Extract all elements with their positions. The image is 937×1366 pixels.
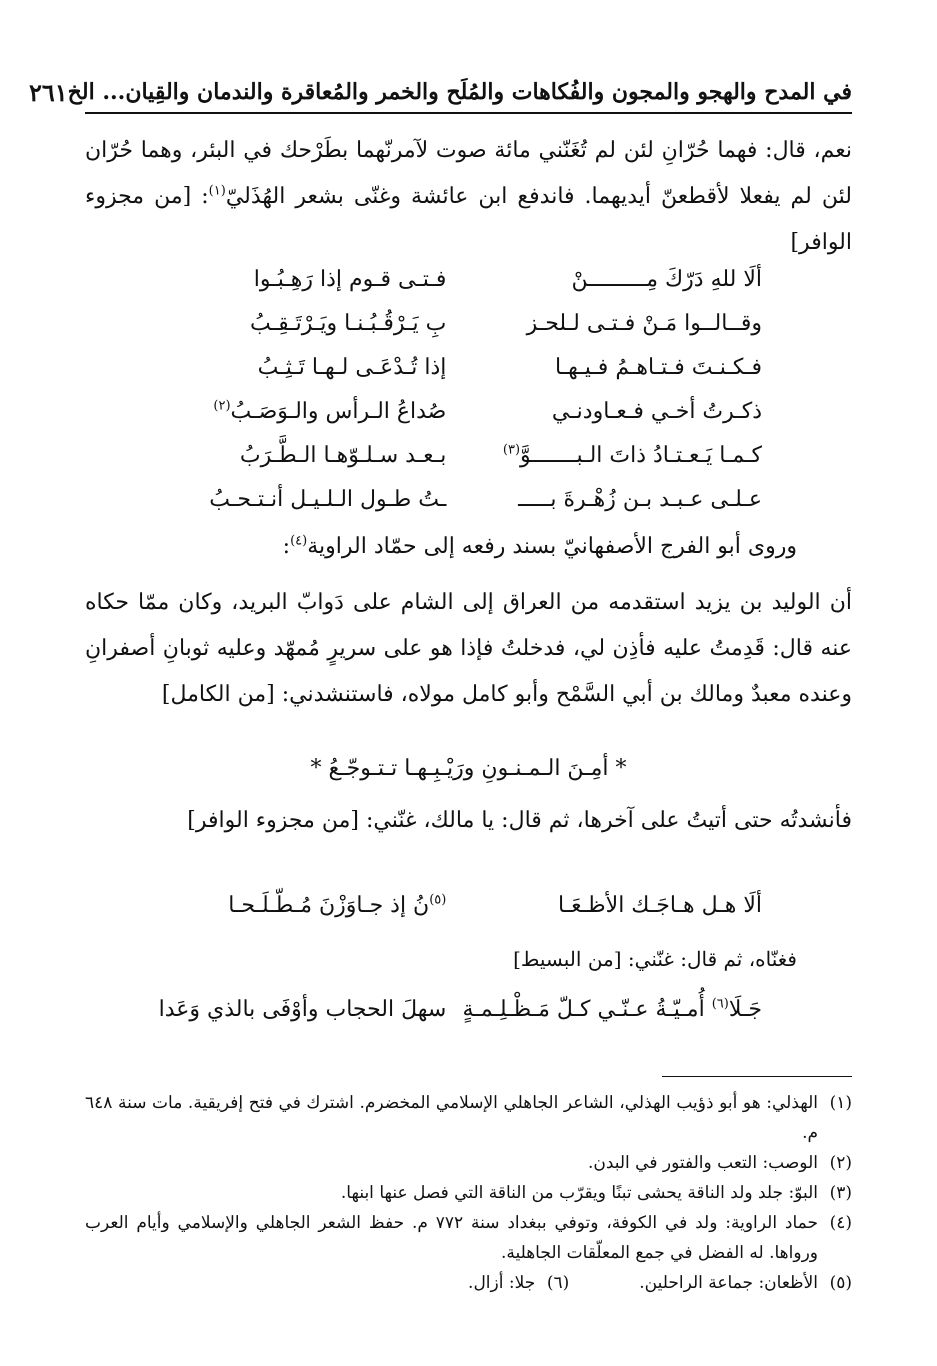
hemistich-first: عـلـى عـبـد بـن زُهْـرةَ بـــــ: [518, 487, 762, 512]
poem-1-verse: [155, 478, 762, 522]
footnote: [85, 1178, 852, 1208]
footnote-number: (١): [829, 1093, 852, 1113]
hemistich-first-text: جَـلَا: [728, 997, 762, 1022]
footnote-ref-4: (٤): [290, 533, 308, 549]
hemistich-second: [155, 390, 446, 434]
hemistich-second: بـعـد سـلـوّهـا الـطَّـرَبُ: [239, 443, 447, 468]
footnote-ref-6: (٦): [711, 996, 729, 1012]
footnote-pair: [85, 1268, 852, 1298]
paragraph-1: [85, 128, 852, 266]
hemistich-first: [471, 434, 762, 478]
poem-1-verse: [155, 390, 762, 434]
footnote: [468, 1268, 569, 1298]
footnote-ref-3: (٣): [502, 442, 521, 458]
hemistich-first: ألَا هـل هـاجَـك الأظـعَـا: [557, 893, 762, 918]
hemistich-first-tail: أُمـيّـةُ عـنّـي كـلّ مَـظْـلِـمـةٍ: [462, 997, 712, 1022]
paragraph-3: فأنشدتُه حتى أتيتُ على آخرها، ثم قال: يا مالك، غنّني: [من مجزوء الوافر]: [187, 808, 852, 833]
footnote-ref-5: (٥): [429, 892, 447, 908]
hemistich-second: [155, 882, 446, 930]
hemistich-second-text: نُ إذ جـاوَزْنَ مُـطّـلَـحـا: [228, 893, 430, 918]
narration-intro-tail: :: [282, 534, 291, 559]
running-header-title: في المدح والهجو والمجون والفُكاهات والمُلَح والخمر والمُعاقرة والندمان والقِيان... الخ: [67, 79, 852, 105]
paragraph-1-tail: : [من مجزوء الوافر]: [85, 184, 852, 255]
footnote-number: (٤): [829, 1213, 852, 1233]
poem-1-verse: [155, 346, 762, 390]
hemistich-first: فـكـنـتَ فـتـاهـمُ فـيـهـا: [554, 355, 762, 380]
footnote-text: الهذلي: هو أبو ذؤيب الهذلي، الشاعر الجاهلي الإسلامي المخضرم. اشترك في فتح إفريقية. مات سنة ٦٤٨ م.: [85, 1093, 818, 1143]
poem-2: [155, 882, 762, 930]
hemistich-first: وقــالــوا مَـنْ فـتـى لـلحـز: [526, 311, 762, 336]
footnote-text: الوصب: التعب والفتور في البدن.: [587, 1153, 818, 1173]
hemistich-second-text: صُداعُ الـرأس والـوَصَـبُ: [230, 399, 447, 424]
narration-intro: [283, 524, 797, 570]
hemistich-second: فـتـى قـوم إذا رَهِـبُـوا: [253, 267, 447, 292]
footnote-number: (٦): [546, 1273, 570, 1293]
footnote-ref-1: (١): [208, 183, 226, 199]
poem-1-verse: [155, 302, 762, 346]
page-number: ٢٦١: [29, 77, 68, 107]
footnote-ref-2: (٢): [213, 398, 231, 414]
footnote-text: حماد الراوية: ولد في الكوفة، وتوفي ببغداد سنة ٧٧٢ م. حفظ الشعر الجاهلي والإسلامي وأيام العرب ورواها. له الفضل في جمع المعلّقات الجاهلية.: [85, 1213, 818, 1263]
footnote-text: الأظعان: جماعة الراحلين.: [639, 1273, 818, 1293]
poem-1-verse: [155, 258, 762, 302]
hemistich-first: ألَا للهِ دَرّكَ مِـــــــــنْ: [571, 267, 762, 292]
footnotes: [85, 1088, 852, 1298]
footnote-number: (٢): [829, 1153, 852, 1173]
footnote: [639, 1268, 852, 1298]
footnote-number: (٥): [829, 1273, 852, 1293]
hemistich-first-text: كـمـا يَـعـتـادُ ذاتَ الـبـــــــوَّ: [520, 443, 762, 468]
running-header: [29, 72, 852, 114]
paragraph-2: أن الوليد بن يزيد استقدمه من العراق إلى الشام على دَوابّ البريد، وكان ممّا حكاه عنه قال: قَدِمتُ عليه فأذِن لي، فدخلتُ فإذا هو على سريرٍ مُمهّد وعليه ثوبانِ أصفرانِ وعنده معبدٌ ومالك بن أبي السَّمْح وأبو كامل مولاه، فاستنشدني: [من الكامل]: [85, 590, 852, 707]
hemistich-second: سهلَ الحجاب وأوْفَى بالذي وَعَدا: [158, 997, 447, 1022]
narration-intro-text: وروى أبو الفرج الأصفهانيّ بسند رفعه إلى حمّاد الراوية: [307, 534, 797, 559]
footnote: [85, 1148, 852, 1178]
footnote: [85, 1208, 852, 1268]
hemistich-first: [462, 986, 762, 1034]
footnote-number: (٣): [829, 1183, 852, 1203]
hemistich-second: ـتُ طـول الـلـيـل أنـتـحـبُ: [209, 487, 447, 512]
poem-1: [155, 258, 762, 522]
single-verse: * أمِـنَ الـمـنـونِ ورَيْـبِـهـا تـتـوجّـعُ *: [310, 756, 627, 781]
hemistich-second: بِ يَـرْقُـبُـنـا ويَـرْتَـقِـبُ: [250, 311, 447, 336]
poem-3-verse: [155, 986, 762, 1034]
poem-2-verse: [155, 882, 762, 930]
hemistich-first: ذكـرتُ أخـي فـعـاودنـي: [551, 399, 762, 424]
hemistich-second: إذا تُـدْعَـى لـهـا تَـثِـبُ: [257, 355, 447, 380]
footnote-divider: [662, 1076, 852, 1077]
narration-intro-2: فغنّاه، ثم قال: غنّني: [من البسيط]: [513, 947, 797, 971]
footnote-text: البوّ: جلد ولد الناقة يحشى تبنًا ويقرّب من الناقة التي فصل عنها ابنها.: [340, 1183, 818, 1203]
paragraph-1-text: نعم، قال: فهما حُرّانِ لئن لم تُغَنّني مائة صوت لآمرنّهما بطَرْحك في البئر، وهما حُرّان لئن لم يفعلا لأقطعنّ أيديهما. فاندفع ابن عائشة وغنّى بشعر الهُذَليّ: [85, 138, 852, 209]
footnote-text: جلا: أزال.: [468, 1273, 536, 1293]
poem-3: [155, 986, 762, 1034]
poem-1-verse: [155, 434, 762, 478]
footnote: [85, 1088, 852, 1148]
